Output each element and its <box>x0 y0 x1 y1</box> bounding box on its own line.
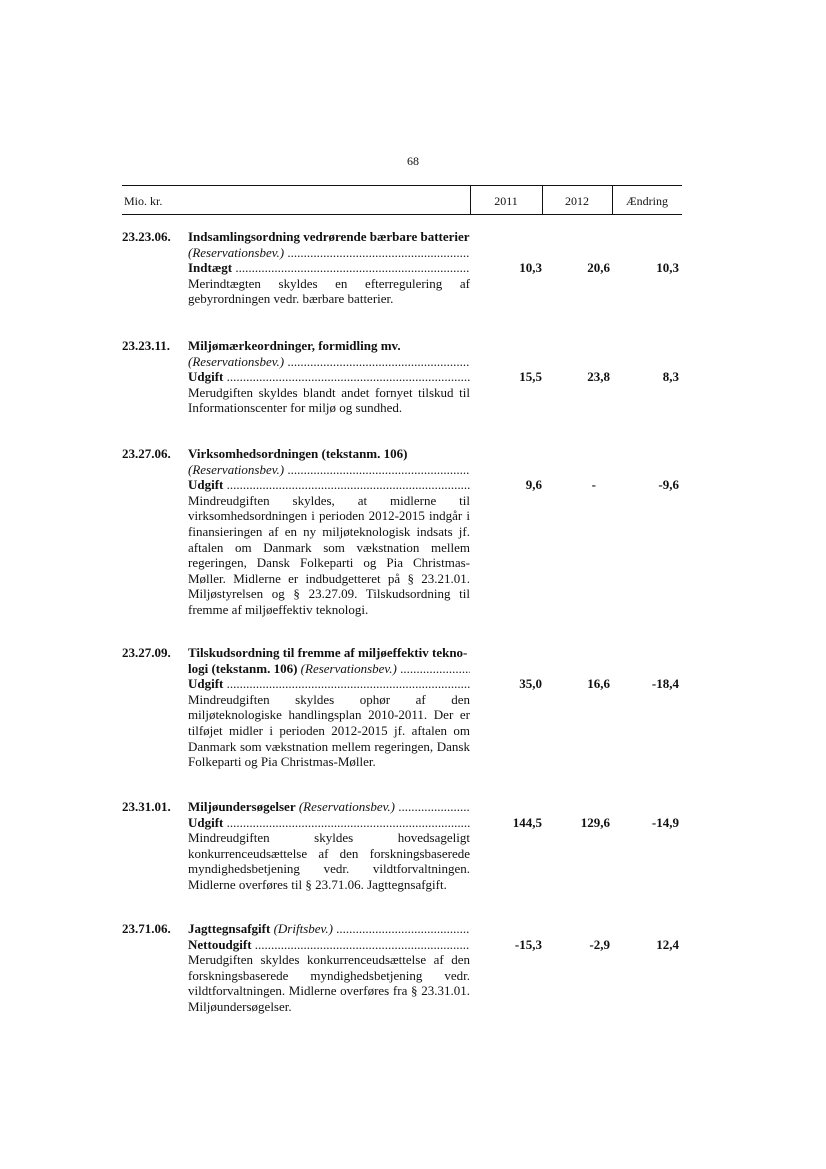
table-header <box>122 185 682 215</box>
account-code: 23.27.09. <box>122 645 171 660</box>
value-2011: 10,3 <box>519 260 542 276</box>
entry-title: Virksomhedsordningen (tekstanm. 106) <box>188 446 408 461</box>
entry-title: Miljømærkeordninger, formidling mv. <box>188 338 401 353</box>
value-change: 8,3 <box>662 369 679 385</box>
appropriation-type: (Reservationsbev.) <box>300 660 397 676</box>
line-item-label: Nettoudgift ..... <box>188 937 470 953</box>
column-header-2011: 2011 <box>494 194 518 208</box>
entry-title: Tilskudsordning til fremme af miljøeffektiv tekno- <box>188 645 468 660</box>
value-2012: 20,6 <box>587 260 610 276</box>
line-item-label: Udgift ..... <box>188 477 470 493</box>
account-code: 23.31.01. <box>122 799 171 814</box>
value-change: 12,4 <box>656 936 679 952</box>
value-2011: 35,0 <box>519 676 542 692</box>
value-2011: 15,5 <box>519 369 542 385</box>
column-header-2012: 2012 <box>565 194 589 208</box>
appropriation-type: (Driftsbev.) <box>273 921 333 936</box>
line-item-label: Indtægt ..... <box>188 260 470 276</box>
line-item-label: Udgift ..... <box>188 676 470 692</box>
entry-title-line2: logi (tekstanm. 106) <box>188 660 298 676</box>
budget-entry <box>122 645 682 770</box>
appropriation-type: (Reservationsbev.) ..... <box>188 354 470 370</box>
entry-description: Merindtægten skyldes en efterregulering af gebyrordningen vedr. bærbare batterier. <box>188 275 470 307</box>
appropriation-type: (Reservationsbev.) ..... <box>188 462 470 478</box>
line-item-label: Udgift ..... <box>188 815 470 831</box>
value-change: 10,3 <box>656 260 679 276</box>
value-2011: 144,5 <box>512 814 542 830</box>
account-code: 23.71.06. <box>122 921 171 936</box>
account-code: 23.27.06. <box>122 446 171 461</box>
value-2011: 9,6 <box>525 477 542 493</box>
entry-title: Miljøundersøgelser <box>188 799 296 814</box>
entry-description: Merudgiften skyldes konkurrenceudsættelse af den forskningsbaserede myndighedsbetjening vedr. vildtforvaltningen. Midlerne overføres fra § 23.31.01. Miljøundersøgelser. <box>188 952 470 1014</box>
value-2012: - <box>591 477 596 493</box>
account-code: 23.23.11. <box>122 338 171 353</box>
value-change: -14,9 <box>651 814 679 830</box>
value-2012: 23,8 <box>587 369 610 385</box>
value-2012: -2,9 <box>589 936 610 952</box>
entry-title-line <box>188 799 470 815</box>
budget-entry <box>122 446 682 618</box>
page-number: 68 <box>407 154 419 168</box>
value-2012: 16,6 <box>587 676 610 692</box>
entry-title: Jagttegnsafgift <box>188 921 271 936</box>
column-header-change: Ændring <box>626 194 668 208</box>
account-code: 23.23.06. <box>122 229 171 244</box>
appropriation-type: (Reservationsbev.) ..... <box>188 245 470 261</box>
value-change: -18,4 <box>651 676 679 692</box>
entry-description: Mindreudgiften skyldes, at midlerne til virksomhedsordningen i perioden 2012-2015 indgår i finansieringen af en ny miljøteknologisk indsats jf. aftalen om Danmark som vækstnation mellem regeringen, Dansk Folkeparti og Pia Christmas-Møller. Midlerne er indbudgetteret på § 23.21.01. Miljøstyrelsen og § 23.27.09. Tilskudsordning til fremme af miljøeffektiv teknologi. <box>188 492 470 617</box>
entry-title: Indsamlingsordning vedrørende bærbare batterier <box>188 229 470 244</box>
budget-entry <box>122 921 682 1015</box>
unit-label: Mio. kr. <box>124 194 163 208</box>
entry-description: Mindreudgiften skyldes ophør af den miljøteknologiske handlingsplan 2010-2011. Der er tilføjet midler i perioden 2012-2015 jf. aftalen om Danmark som vækstnation mellem regeringen, Dansk Folkeparti og Pia Christmas-Møller. <box>188 691 470 770</box>
line-item-label: Udgift ..... <box>188 369 470 385</box>
value-2011: -15,3 <box>514 936 542 952</box>
budget-entry <box>122 338 682 416</box>
appropriation-type: (Reservationsbev.) <box>298 799 395 814</box>
budget-entry <box>122 799 682 893</box>
value-2012: 129,6 <box>580 814 610 830</box>
entry-title-line <box>188 921 470 937</box>
value-change: -9,6 <box>658 477 679 493</box>
budget-entry <box>122 229 682 307</box>
entry-title-continued <box>188 661 470 677</box>
entry-description: Mindreudgiften skyldes hovedsageligt konkurrenceudsættelse af den forskningsbaserede myndighedsbetjening vedr. vildtforvaltningen. Midlerne overføres til § 23.71.06. Jagttegnsafgift. <box>188 830 470 892</box>
entry-description: Merudgiften skyldes blandt andet fornyet tilskud til Informationscenter for miljø og sundhed. <box>188 384 470 416</box>
